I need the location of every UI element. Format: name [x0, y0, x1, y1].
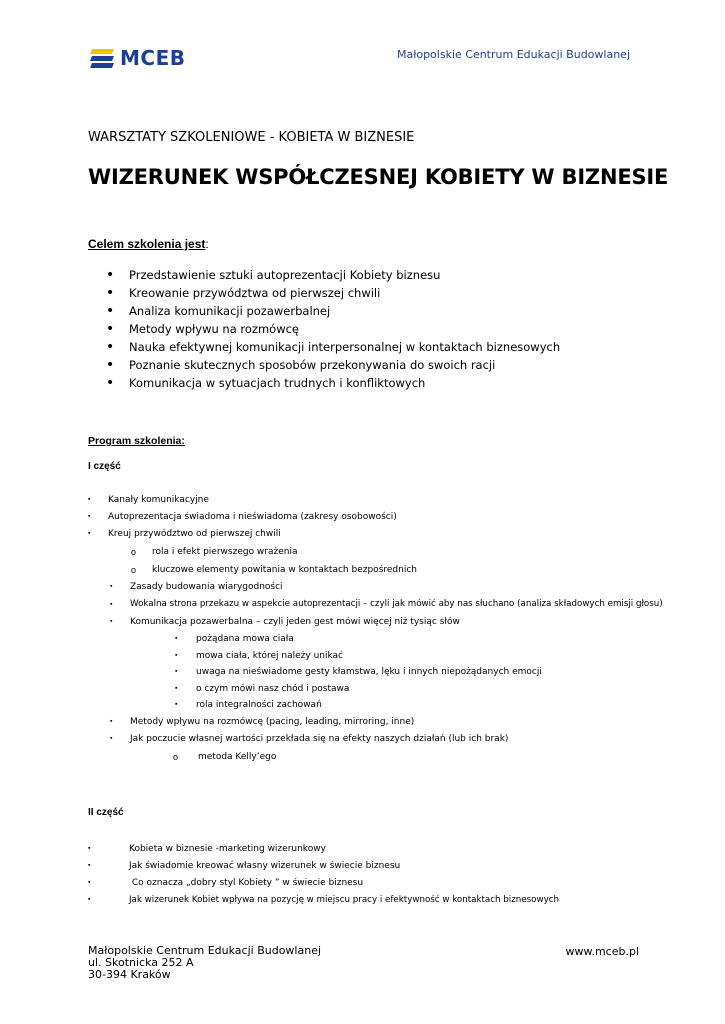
circle-bullet-icon: o — [173, 752, 179, 762]
square-bullet-icon: ▪ — [110, 618, 113, 625]
header-org-name: Małopolskie Centrum Edukacji Budowlanej — [396, 48, 630, 61]
list-item: • Poznanie skutecznych sposobów przekonywania do swoich racji — [106, 356, 560, 374]
list-item: metoda Kelly’ego — [198, 752, 277, 762]
list-item: Metody wpływu na rozmówcę (pacing, leading, mirroring, inne) — [130, 717, 415, 727]
part1-heading: I część — [88, 461, 121, 472]
footer-address — [88, 945, 321, 981]
footer-website-link[interactable]: www.mceb.pl — [565, 945, 639, 958]
aim-heading-colon: : — [205, 237, 209, 251]
circle-bullet-icon: o — [131, 547, 137, 557]
part2-heading: II część — [88, 807, 124, 818]
square-bullet-icon: ▪ — [88, 513, 91, 520]
square-bullet-icon: ▪ — [175, 701, 178, 708]
list-item: o czym mówi nasz chód i postawa — [196, 684, 350, 694]
logo-text: MCEB — [120, 46, 186, 70]
list-item: Autoprezentacja świadoma i nieświadoma (zakresy osobowości) — [108, 512, 397, 522]
square-bullet-icon: ▪ — [88, 879, 91, 886]
square-bullet-icon: ▪ — [88, 845, 91, 852]
square-bullet-icon: ▪ — [88, 896, 91, 903]
square-bullet-icon: ▪ — [88, 496, 91, 503]
square-bullet-icon: ▪ — [175, 652, 178, 659]
list-item: rola i efekt pierwszego wrażenia — [152, 547, 298, 557]
aim-heading-text: Celem szkolenia jest — [88, 237, 206, 251]
list-item: • Metody wpływu na rozmówcę — [106, 320, 560, 338]
square-bullet-icon: ▪ — [110, 583, 113, 590]
square-bullet-icon: ▪ — [88, 862, 91, 869]
list-item: Jak wizerunek Kobiet wpływa na pozycję w miejscu pracy i efektywność w kontaktach biznesowych — [129, 895, 559, 905]
list-item: • Kreowanie przywództwa od pierwszej chwili — [106, 284, 560, 302]
list-item: mowa ciała, której należy unikać — [196, 651, 344, 661]
document-title: WIZERUNEK WSPÓŁCZESNEJ KOBIETY W BIZNESIE — [88, 165, 669, 189]
list-item: Jak świadomie kreować własny wizerunek w świecie biznesu — [129, 861, 401, 871]
list-item: Wokalna strona przekazu w aspekcie autoprezentacji – czyli jak mówić aby nas słuchano (analiza składowych emisji głosu) — [130, 599, 663, 609]
list-item: • Komunikacja w sytuacjach trudnych i konfliktowych — [106, 374, 560, 392]
square-bullet-icon: ▪ — [175, 668, 178, 675]
footer-city: 30-394 Kraków — [88, 968, 171, 981]
square-bullet-icon: ▪ — [110, 718, 113, 725]
circle-bullet-icon: o — [131, 565, 137, 575]
footer-org-name: Małopolskie Centrum Edukacji Budowlanej — [88, 944, 322, 957]
list-item: Komunikacja pozawerbalna – czyli jeden gest mówi więcej niż tysiąc słów — [130, 617, 460, 627]
list-item: Co oznacza „dobry styl Kobiety ” w świecie biznesu — [129, 878, 364, 888]
list-item: Kobieta w biznesie -marketing wizerunkowy — [129, 844, 326, 854]
list-item: • Przedstawienie sztuki autoprezentacji Kobiety biznesu — [106, 266, 560, 284]
square-bullet-icon: ▪ — [110, 735, 113, 742]
document-subtitle: WARSZTATY SZKOLENIOWE - KOBIETA W BIZNESIE — [88, 130, 415, 145]
list-item: Kanały komunikacyjne — [108, 495, 209, 505]
aim-heading — [88, 237, 209, 251]
list-item: uwaga na nieświadome gesty kłamstwa, lęku i innych niepożądanych emocji — [196, 667, 542, 677]
square-bullet-icon: ▪ — [175, 635, 178, 642]
list-item: • Nauka efektywnej komunikacji interpersonalnej w kontaktach biznesowych — [106, 338, 560, 356]
logo-mark-icon — [90, 48, 116, 68]
list-item: kluczowe elementy powitania w kontaktach bezpośrednich — [152, 565, 417, 575]
list-item: • Analiza komunikacji pozawerbalnej — [106, 302, 560, 320]
square-bullet-icon: ▪ — [110, 601, 113, 608]
mceb-logo — [90, 48, 190, 70]
footer-street: ul. Skotnicka 252 A — [88, 956, 194, 969]
list-item: rola integralności zachowań — [196, 700, 322, 710]
list-item: Zasady budowania wiarygodności — [130, 582, 283, 592]
list-item: pożądana mowa ciała — [196, 634, 294, 644]
list-item: Kreuj przywództwo od pierwszej chwili — [108, 529, 281, 539]
list-item: Jak poczucie własnej wartości przekłada się na efekty naszych działań (lub ich brak) — [130, 734, 509, 744]
square-bullet-icon: ▪ — [88, 530, 91, 537]
aim-list — [106, 266, 560, 392]
square-bullet-icon: ▪ — [175, 685, 178, 692]
program-heading: Program szkolenia: — [88, 435, 185, 447]
